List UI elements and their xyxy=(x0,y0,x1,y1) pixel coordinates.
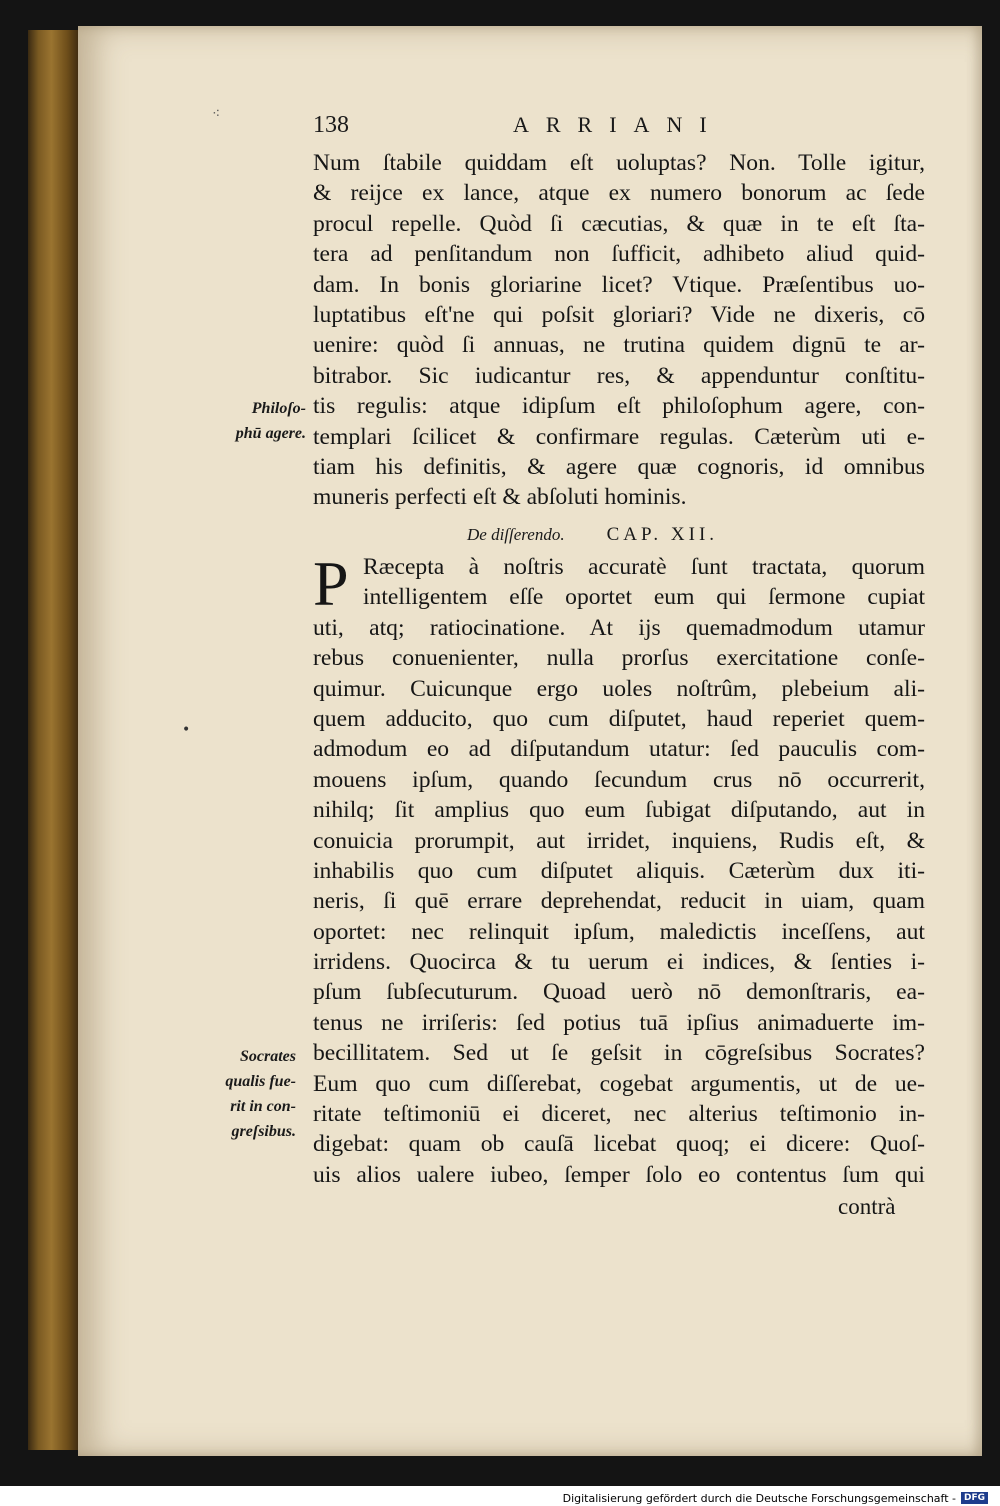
note-line: qualis fue- xyxy=(225,1073,296,1090)
text-line: rebus conuenienter, nulla prorſus exercitatione conſe- xyxy=(313,645,925,672)
text-line: pſum ſubſecuturum. Quoad uerò nō demonſtraris, ea- xyxy=(313,979,925,1006)
text-line: quimur. Cuicunque ergo uoles noſtrûm, plebeium ali- xyxy=(313,675,925,702)
text-line: intelligentem eſſe oportet eum qui ſermone cupiat xyxy=(363,584,925,611)
text-line: conuicia prorumpit, aut irridet, inquiens, Rudis eſt, & xyxy=(313,827,925,854)
text-line: bitrabor. Sic iudicantur res, & appenduntur conſtitu- xyxy=(313,362,925,389)
text-line: & reijce ex lance, atque ex numero bonorum ac ſede xyxy=(313,180,925,207)
text-line: tiam his definitis, & agere quæ cognoris, id omnibus xyxy=(313,453,925,480)
note-line: phū agere. xyxy=(235,425,306,442)
text-line: templari ſcilicet & confirmare regulas. Cæterùm uti e- xyxy=(313,423,925,450)
text-line: muneris perfecti eſt & abſoluti hominis. xyxy=(313,484,687,511)
text-line: admodum eo ad diſputandum utatur: ſed pauculis com- xyxy=(313,736,925,763)
text-line: Ræcepta à noſtris accuratè ſunt tractata, quorum xyxy=(363,554,925,580)
marginal-note-socrates xyxy=(196,1044,296,1144)
text-line: ritate teſtimoniū ei diceret, nec alterius teſtimonio in- xyxy=(313,1101,925,1128)
chapter-number: CAP. XII. xyxy=(606,524,719,545)
footer-text: Digitalisierung gefördert durch die Deutsche Forschungsgemeinschaft - xyxy=(562,1491,956,1505)
dfg-logo: DFG xyxy=(961,1492,988,1504)
drop-cap: P xyxy=(313,548,349,619)
catchword: contrà xyxy=(838,1194,896,1219)
page-mark: ⁖ xyxy=(212,106,221,122)
text-line: tenus ne irriſeris: ſed potius tuā ipſius animaduerte im- xyxy=(313,1009,925,1036)
text-line: becillitatem. Sed ut ſe geſsit in cōgreſsibus Socrates? xyxy=(313,1040,925,1067)
chapter-heading xyxy=(467,524,867,546)
note-line: Socrates xyxy=(240,1048,296,1065)
text-line: uti, atq; ratiocinatione. At ijs quemadmodum utamur xyxy=(313,614,925,641)
ink-blot: • xyxy=(182,722,191,738)
text-line: uis alios ualere iubeo, ſemper ſolo eo contentus ſum qui xyxy=(313,1161,925,1188)
text-line: quem adducito, quo cum diſputet, haud reperiet quem- xyxy=(313,705,925,732)
text-line: digebat: quam ob cauſā licebat quoq; ei dicere: Quoſ- xyxy=(313,1131,925,1158)
footer xyxy=(563,1490,988,1506)
marginal-note-philosophum xyxy=(210,396,306,446)
text-line: oportet: nec relinquit ipſum, maledictis inceſſens, aut xyxy=(313,918,925,945)
text-line: neris, ſi quē errare deprehendat, reducit in uiam, quam xyxy=(313,888,925,915)
chapter-text xyxy=(313,548,925,1190)
page-number: 138 xyxy=(313,112,349,138)
running-head: ARRIANI xyxy=(513,112,724,137)
text-line: mouens ipſum, quando ſecundum crus nō occurrerit, xyxy=(313,766,925,793)
body-text xyxy=(313,148,925,513)
text-line: Eum quo cum diſſerebat, cogebat argumentis, ut de ue- xyxy=(313,1070,925,1097)
text-line: irridens. Quocirca & tu uerum ei indices, & ſenties i- xyxy=(313,949,925,976)
text-line: nihilq; ſit amplius quo eum ſubigat diſputando, aut in xyxy=(313,797,925,824)
text-line: luptatibus eſt'ne qui poſsit gloriari? Vide ne dixeris, cō xyxy=(313,301,925,328)
text-line: procul repelle. Quòd ſi cæcutias, & quæ in te eſt ſta- xyxy=(313,210,925,237)
text-line: uenire: quòd ſi annuas, ne trutina quidem dignū te ar- xyxy=(313,332,925,359)
text-line: tis regulis: atque idipſum eſt philoſophum agere, con- xyxy=(313,393,925,420)
chapter-title: De diſſerendo. xyxy=(467,525,565,544)
note-line: greſsibus. xyxy=(231,1123,296,1140)
text-line: Num ſtabile quiddam eſt uoluptas? Non. Tolle igitur, xyxy=(313,150,925,176)
book-spine xyxy=(28,30,80,1450)
text-line: tera ad penſitandum non ſufficit, adhibeto aliud quid- xyxy=(313,241,925,268)
page-header xyxy=(313,112,923,144)
text-line: dam. In bonis gloriarine licet? Vtique. Præſentibus uo- xyxy=(313,271,925,298)
note-line: rit in con- xyxy=(230,1098,296,1115)
text-line: inhabilis quo cum diſputet aliquis. Cæterùm dux iti- xyxy=(313,857,925,884)
note-line: Philoſo- xyxy=(251,400,306,417)
